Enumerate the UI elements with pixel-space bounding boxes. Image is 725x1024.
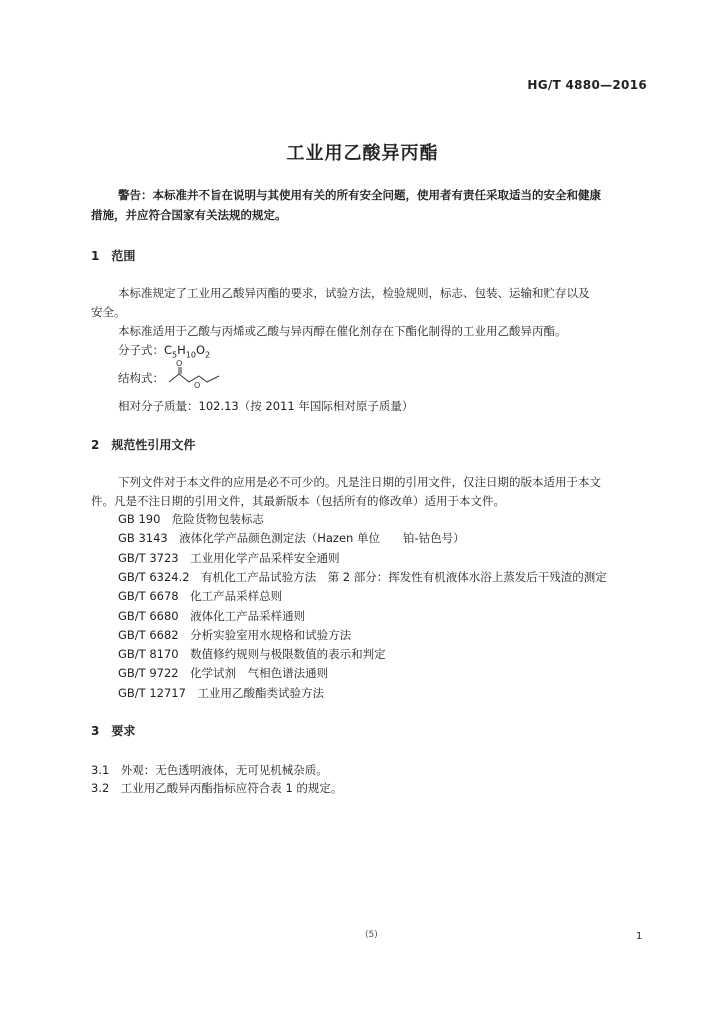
reference-separator [190,570,202,584]
reference-item [118,685,324,701]
reference-item [118,646,386,662]
reference-code: GB/T 6324.2 [118,569,190,584]
reference-title: 液体化学产品颜色测定法（Hazen 单位 铂-钴色号） [179,531,465,546]
reference-code: GB/T 12717 [118,685,186,700]
formula-o: O [195,343,206,357]
reference-code: GB/T 3723 [118,550,179,565]
formula-c-sub: 5 [172,350,178,360]
structure-atom-mid: O [194,381,201,390]
reference-code: GB/T 9722 [118,666,179,681]
refs-intro-line1: 下列文件对于本文件的应用是必不可少的。凡是注日期的引用文件，仅注日期的版本适用于本文 [118,475,601,489]
structural-formula [165,360,225,390]
reference-item [118,627,351,643]
reference-title: 化学试剂 气相色谱法通则 [190,666,329,681]
structure-label: 结构式： [118,371,164,385]
reference-item [118,608,305,624]
reference-item [118,530,465,546]
reference-code: GB/T 6678 [118,589,179,604]
reference-code: GB 3143 [118,531,168,546]
reference-separator [179,666,191,680]
reference-code: GB 190 [118,512,161,526]
reference-item [118,569,607,585]
reference-code: GB/T 6682 [118,627,179,642]
reference-separator [179,628,191,642]
footer-center-mark: (5) [365,930,378,940]
reference-separator [160,512,172,526]
formula-h-sub: 10 [185,350,196,360]
section-2-heading: 2 规范性引用文件 [91,438,196,452]
reference-separator [186,686,198,700]
requirement-3-1: 3.1 外观：无色透明液体，无可见机械杂质。 [91,763,328,777]
reference-title: 工业用化学产品采样安全通则 [190,550,340,565]
section-1-heading: 1 范围 [91,249,136,263]
scope-para1-line1: 本标准规定了工业用乙酸异丙酯的要求，试验方法，检验规则，标志、包装、运输和贮存以及 [118,286,590,300]
requirement-3-2: 3.2 工业用乙酸异丙酯指标应符合表 1 的规定。 [91,781,343,795]
page-number: 1 [636,931,643,942]
section-3-heading: 3 要求 [91,724,136,738]
standard-code: HG/T 4880—2016 [527,78,647,92]
reference-title: 危险货物包装标志 [171,512,264,526]
formula-h: H [177,343,186,357]
reference-separator [179,551,191,565]
reference-title: 化工产品采样总则 [190,589,283,604]
reference-title: 液体化工产品采样通则 [190,608,306,623]
reference-separator [179,609,191,623]
reference-title: 工业用乙酸酯类试验方法 [197,685,324,700]
reference-item [118,588,282,604]
reference-title: 数值修约规则与极限数值的表示和判定 [190,647,386,662]
warning-line-2: 措施，并应符合国家有关法规的规定。 [91,208,287,222]
reference-item [118,665,328,681]
reference-item [118,550,340,566]
warning-line-1: 警告：本标准并不旨在说明与其使用有关的所有安全问题，使用者有责任采取适当的安全和健康 [118,188,601,202]
refs-intro-line2: 件。凡是不注日期的引用文件，其最新版本（包括所有的修改单）适用于本文件。 [91,494,505,508]
page-title: 工业用乙酸异丙酯 [286,143,439,164]
reference-item [118,511,264,527]
reference-code: GB/T 8170 [118,647,179,662]
reference-code: GB/T 6680 [118,608,179,623]
formula-label: 分子式： [118,343,164,357]
reference-separator [168,531,180,545]
reference-separator [179,589,191,603]
formula-o-sub: 2 [205,350,211,360]
scope-para1-line2: 安全。 [91,305,126,319]
relative-molecular-mass: 相对分子质量：102.13（按 2011 年国际相对原子质量） [118,399,414,413]
reference-title: 有机化工产品试验方法 第 2 部分：挥发性有机液体水浴上蒸发后干残渣的测定 [201,569,607,584]
reference-separator [179,647,191,661]
structure-atom-top: O [176,360,183,368]
scope-para2: 本标准适用于乙酸与丙烯或乙酸与异丙醇在催化剂存在下酯化制得的工业用乙酸异丙酯。 [118,324,567,338]
formula-c: C [164,343,173,357]
reference-title: 分析实验室用水规格和试验方法 [190,627,352,642]
